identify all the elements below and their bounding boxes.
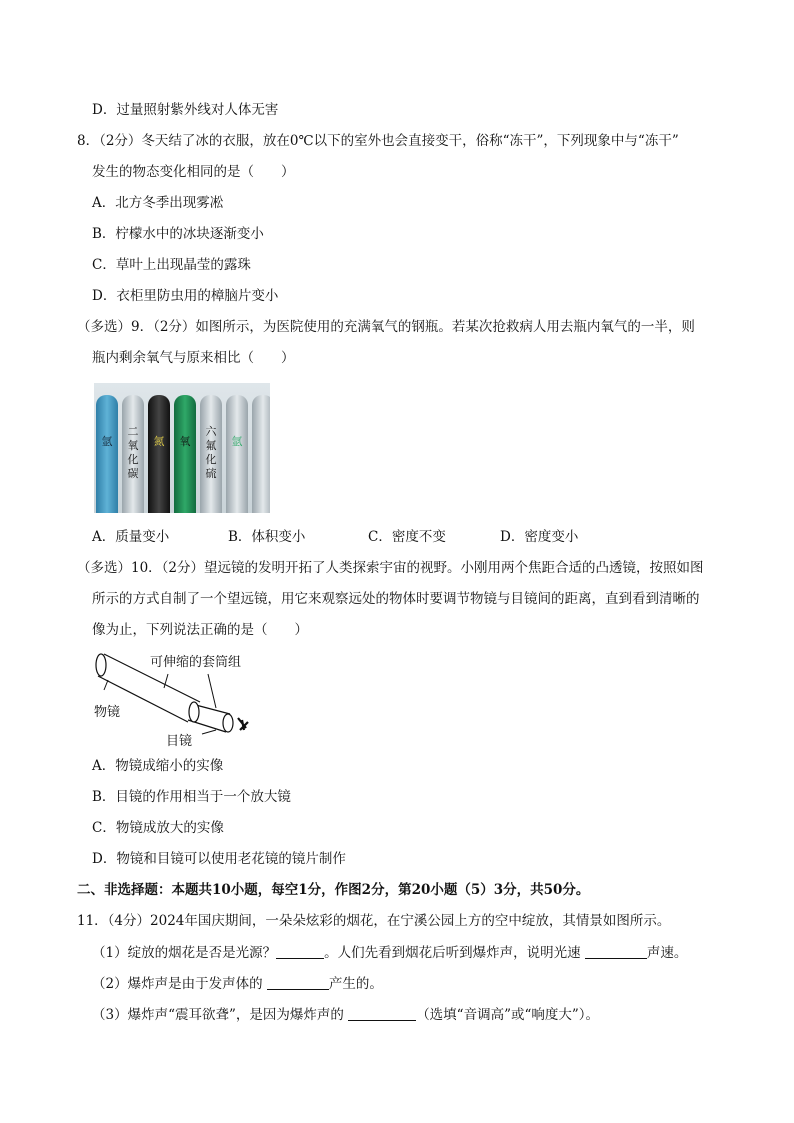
q11-part-2-text-b: 产生的。 [328, 976, 383, 992]
q11-blank-3[interactable] [267, 975, 329, 990]
q8-option-b: B．柠檬水中的冰块逐渐变小 [92, 226, 264, 242]
cylinder-1 [96, 395, 118, 513]
gas-cylinders-photo [94, 383, 270, 513]
cylinder-7 [252, 395, 270, 513]
q7-option-d: D．过量照射紫外线对人体无害 [92, 102, 279, 118]
cylinder-2 [122, 395, 144, 513]
section-2-heading: 二、非选择题：本题共10小题，每空1分，作图2分，第20小题（5）3分，共50分。 [77, 882, 590, 898]
cylinder-3-label: 氮 [153, 435, 165, 448]
q10-stem-line2: 所示的方式自制了一个望远镜，用它来观察远处的物体时要调节物镜与目镜间的距离，直到看到清晰的 [92, 591, 700, 607]
q8-option-c: C．草叶上出现晶莹的露珠 [92, 257, 251, 273]
q10-stem-line3: 像为止，下列说法正确的是（ ） [92, 622, 308, 638]
telescope-tube-label: 可伸缩的套筒组 [150, 655, 242, 670]
q11-part-3-text-b: （选填“音调高”或“响度大”）。 [416, 1007, 600, 1023]
cylinder-6 [226, 395, 248, 513]
cylinder-3 [148, 395, 170, 513]
q9-option-a: A．质量变小 [92, 529, 170, 545]
q8-stem-line2: 发生的物态变化相同的是（ ） [92, 164, 295, 180]
q11-part-2 [92, 975, 383, 993]
objective-lens-label: 物镜 [94, 705, 121, 720]
cylinder-5-label: 六氟化硫 [205, 425, 217, 480]
q11-stem: 11．（4分）2024年国庆期间，一朵朵炫彩的烟花，在宁溪公园上方的空中绽放，其情景如图所示。 [77, 913, 671, 929]
q10-option-d: D．物镜和目镜可以使用老花镜的镜片制作 [92, 851, 346, 867]
q11-part-1 [92, 944, 687, 962]
cylinder-6-label: 氩 [231, 435, 243, 448]
telescope-diagram [92, 650, 272, 750]
q11-blank-2[interactable] [585, 944, 647, 959]
q8-option-a: A．北方冬季出现雾凇 [92, 195, 224, 211]
eyepiece-label: 目镜 [166, 734, 193, 749]
q11-part-3-text-a: （3）爆炸声“震耳欲聋”，是因为爆炸声的 [92, 1007, 349, 1023]
q11-part-2-text-a: （2）爆炸声是由于发声体的 [92, 976, 267, 992]
cylinder-4 [174, 395, 196, 513]
q10-option-c: C．物镜成放大的实像 [92, 820, 224, 836]
q9-option-d: D．密度变小 [500, 529, 579, 545]
cylinder-2-label: 二氧化碳 [127, 425, 139, 480]
q10-option-a: A．物镜成缩小的实像 [92, 758, 224, 774]
q9-option-c: C．密度不变 [368, 529, 446, 545]
q11-part-1-text-c: 声速。 [646, 945, 688, 961]
q11-part-1-text-a: （1）绽放的烟花是否是光源？ [92, 945, 277, 961]
q11-blank-1[interactable] [276, 944, 324, 959]
q8-stem-line1: 8．（2分）冬天结了冰的衣服，放在0℃以下的室外也会直接变干，俗称“冻干”，下列现象中与“冻干” [77, 133, 679, 149]
q11-part-3 [92, 1006, 599, 1024]
q9-stem-line1: （多选）9．（2分）如图所示，为医院使用的充满氧气的钢瓶。若某次抢救病人用去瓶内氧气的一半，则 [77, 319, 695, 335]
q9-option-b: B．体积变小 [228, 529, 306, 545]
q11-part-1-text-b: 。人们先看到烟花后听到爆炸声，说明光速 [324, 945, 585, 961]
cylinder-1-label: 氩 [101, 435, 113, 448]
q8-option-d: D．衣柜里防虫用的樟脑片变小 [92, 288, 279, 304]
q9-stem-line2: 瓶内剩余氧气与原来相比（ ） [92, 350, 295, 366]
cylinder-4-label: 氧 [179, 435, 191, 448]
q10-option-b: B．目镜的作用相当于一个放大镜 [92, 789, 291, 805]
q11-blank-4[interactable] [348, 1006, 416, 1021]
cylinder-5 [200, 395, 222, 513]
q10-stem-line1: （多选）10．（2分）望远镜的发明开拓了人类探索宇宙的视野。小刚用两个焦距合适的凸透镜，按照如图 [77, 560, 704, 576]
